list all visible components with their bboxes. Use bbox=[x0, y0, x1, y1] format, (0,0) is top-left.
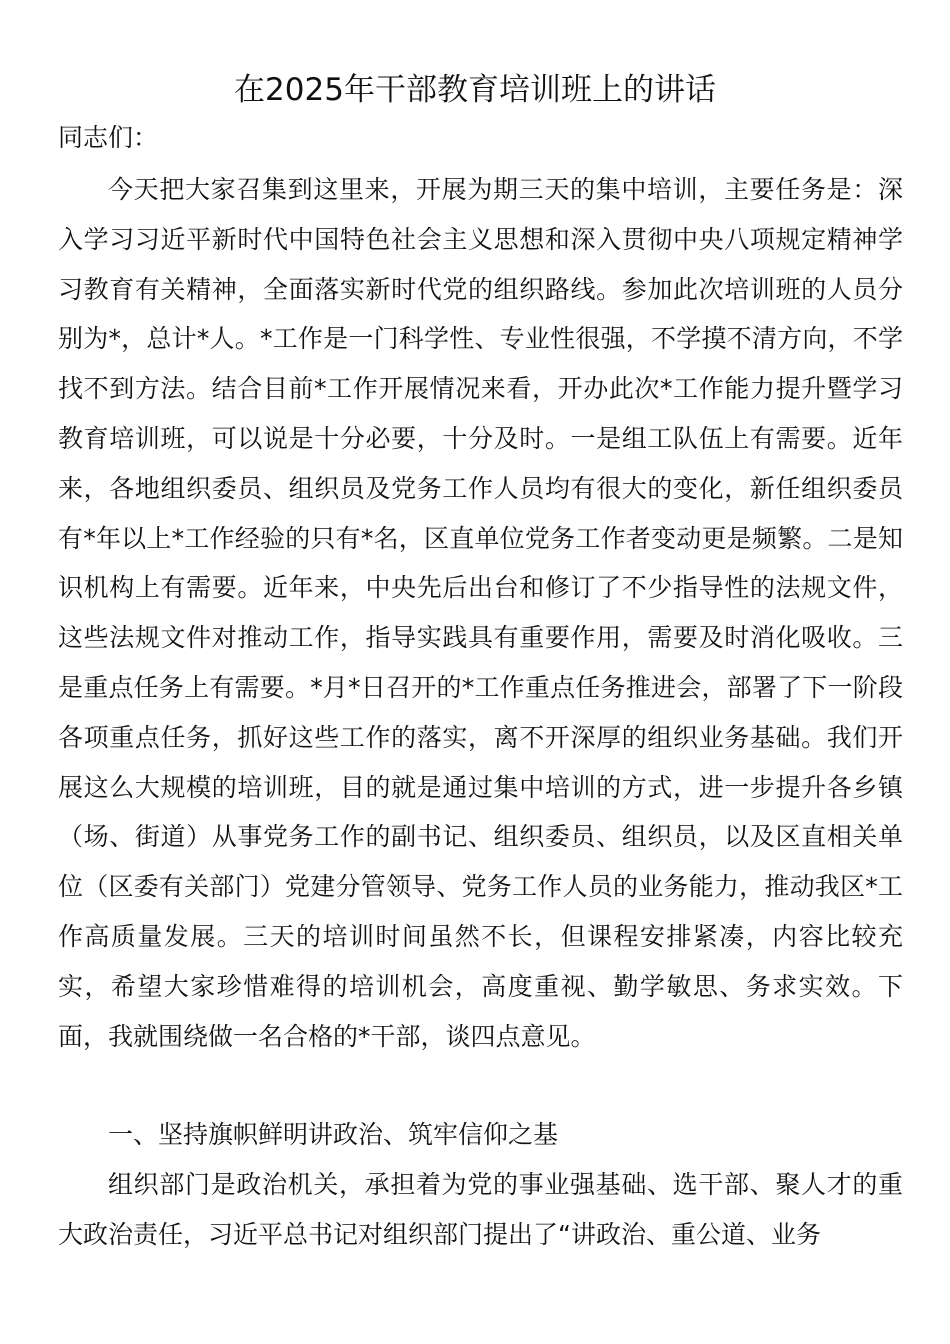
paragraph-intro: 今天把大家召集到这里来，开展为期三天的集中培训，主要任务是：深入学习习近平新时代中国特色社会主义思想和深入贯彻中央八项规定精神学习教育有关精神，全面落实新时代党的组织路线。参加此次培训班的人员分别为*，总计*人。*工作是一门科学性、专业性很强，不学摸不清方向，不学找不到方法。结合目前*工作开展情况来看，开办此次*工作能力提升暨学习教育培训班，可以说是十分必要，十分及时。一是组工队伍上有需要。近年来，各地组织委员、组织员及党务工作人员均有很大的变化，新任组织委员有*年以上*工作经验的只有*名，区直单位党务工作者变动更是频繁。二是知识机构上有需要。近年来，中央先后出台和修订了不少指导性的法规文件，这些法规文件对推动工作，指导实践具有重要作用，需要及时消化吸收。三是重点任务上有需要。*月*日召开的*工作重点任务推进会，部署了下一阶段各项重点任务，抓好这些工作的落实，离不开深厚的组织业务基础。我们开展这么大规模的培训班，目的就是通过集中培训的方式，进一步提升各乡镇（场、街道）从事党务工作的副书记、组织委员、组织员，以及区直相关单位（区委有关部门）党建分管领导、党务工作人员的业务能力，推动我区*工作高质量发展。三天的培训时间虽然不长，但课程安排紧凑，内容比较充实，希望大家珍惜难得的培训机会，高度重视、勤学敏思、务求实效。下面，我就围绕做一名合格的*干部，谈四点意见。 bbox=[58, 175, 903, 1051]
salutation: 同志们： bbox=[58, 123, 159, 152]
page-title: 在2025年干部教育培训班上的讲话 bbox=[234, 72, 716, 108]
paragraph-section-1: 组织部门是政治机关，承担着为党的事业强基础、选干部、聚人才的重大政治责任，习近平总书记对组织部门提出了“讲政治、重公道、业务 bbox=[58, 1170, 903, 1249]
section-heading-1: 一、坚持旗帜鲜明讲政治、筑牢信仰之基 bbox=[108, 1120, 559, 1149]
